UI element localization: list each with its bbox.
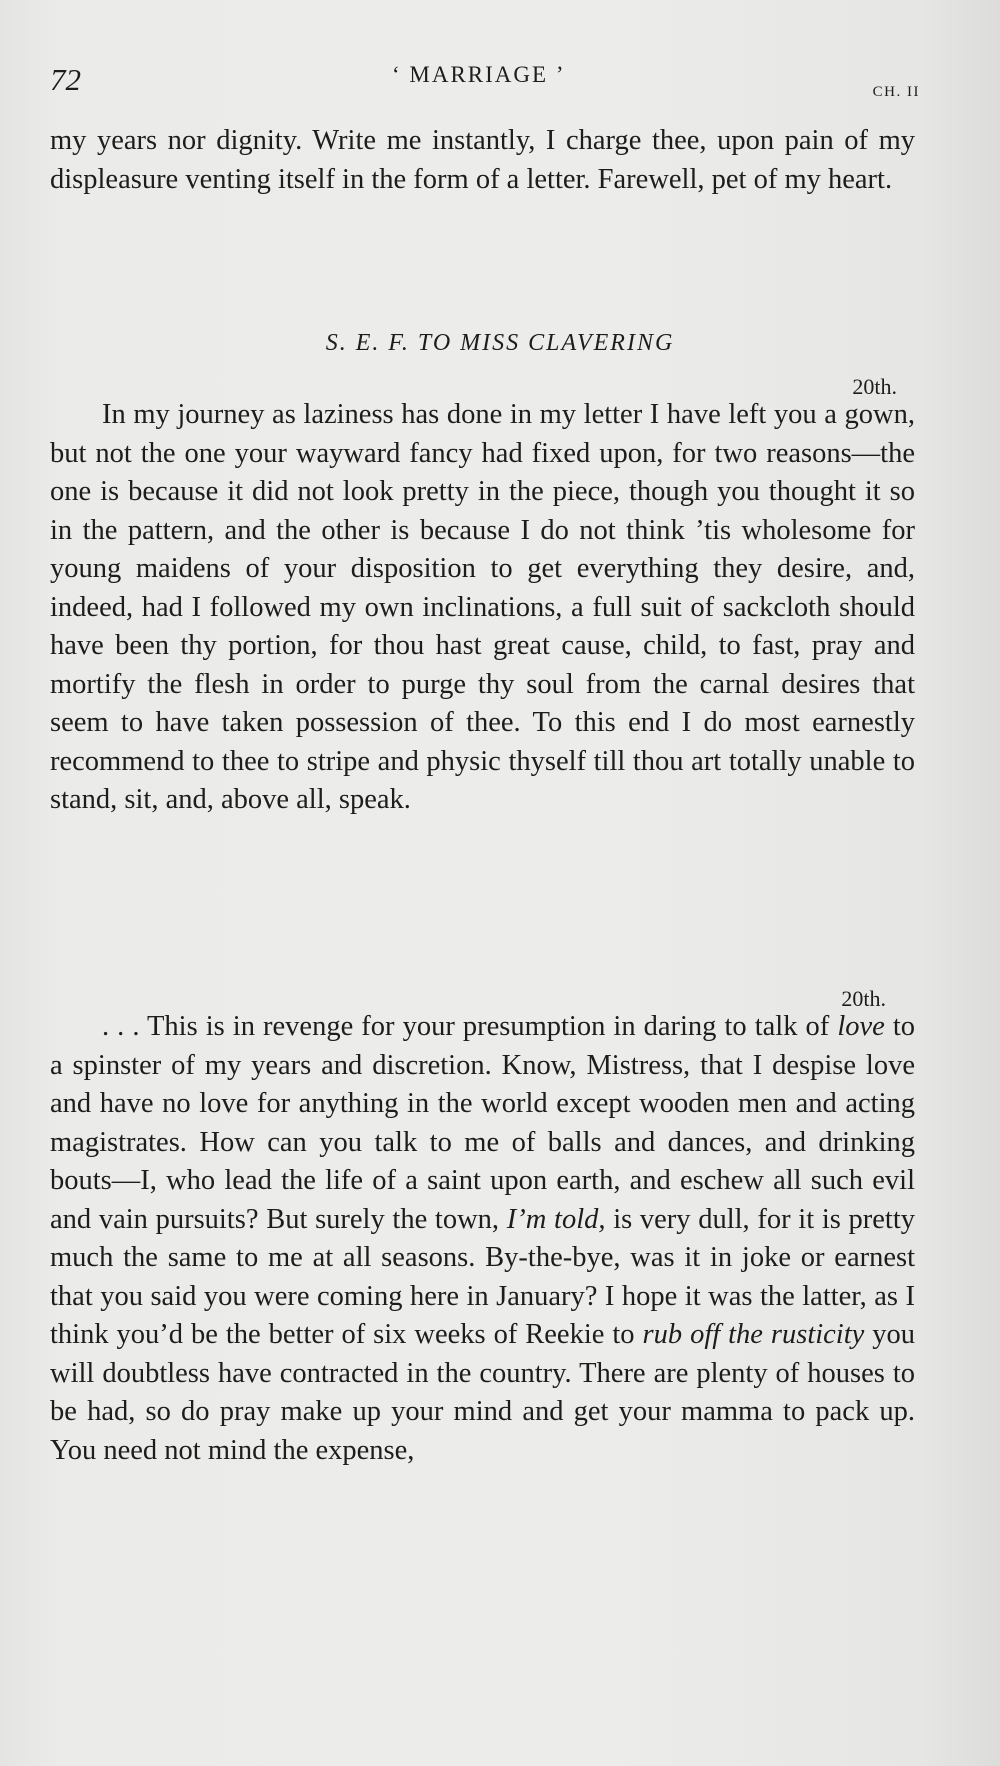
letter-heading: S. E. F. TO MISS CLAVERING <box>325 330 675 356</box>
italic-text: love <box>837 1011 885 1042</box>
italic-text: I’m told, <box>506 1203 606 1235</box>
continuation-paragraph: my years nor dignity. Write me instantly, I charge thee, upon pain of my displeasure venting itself in the form of a letter. Farewell, pet of my heart. <box>50 125 915 195</box>
postscript-paragraph <box>50 1008 915 1470</box>
text-run: to a spinster of my years and discretion. Know, Mistress, that I despise love and have no love for anything in the world except wooden men and acting magistrates. How can you talk to me of balls and dances, and drinking bouts—I, who lead the life of a saint upon earth, and eschew all such evil and vain pursuits? But surely the town, <box>50 1011 916 1235</box>
running-title: ‘ MARRIAGE ’ <box>392 62 566 87</box>
italic-text: rub off the rusticity <box>642 1319 865 1350</box>
text-run: you will doubtless have contracted in the country. There are plenty of houses to be had, so do pray make up your mind and get your mamma to pack up. You need not mind the expense, <box>50 1319 916 1466</box>
text-run: is very dull, for it is pretty much the same to me at all seasons. By-the-bye, was it in joke or earnest that you said you were coming here in January? I hope it was the latter, as I think you’d be the better of six weeks of Reekie to <box>50 1203 916 1350</box>
letter-date: 20th. <box>852 374 897 399</box>
letter-date-second: 20th. <box>841 986 886 1011</box>
page-number: 72 <box>50 62 81 97</box>
letter-paragraph: In my journey as laziness has done in my letter I have left you a gown, but not the one your wayward fancy had fixed upon, for two reasons—the one is because it did not look pretty in the piece, though you thought it so in the pattern, and the other is because I do not think ’tis wholesome for young maidens of your disposition to get everything they desire, and, indeed, had I followed my own inclinations, a full suit of sackcloth should have been thy portion, for thou hast great cause, child, to fast, pray and mortify the flesh in order to purge thy soul from the carnal desires that seem to have taken possession of thee. To this end I do most earnestly recommend to thee to stripe and physic thyself till thou art totally unable to stand, sit, and, above all, speak. <box>50 399 915 815</box>
text-run: . . . This is in revenge for your presumption in daring to talk of <box>102 1011 830 1042</box>
chapter-reference: CH. II <box>872 84 920 100</box>
running-head <box>50 58 920 108</box>
